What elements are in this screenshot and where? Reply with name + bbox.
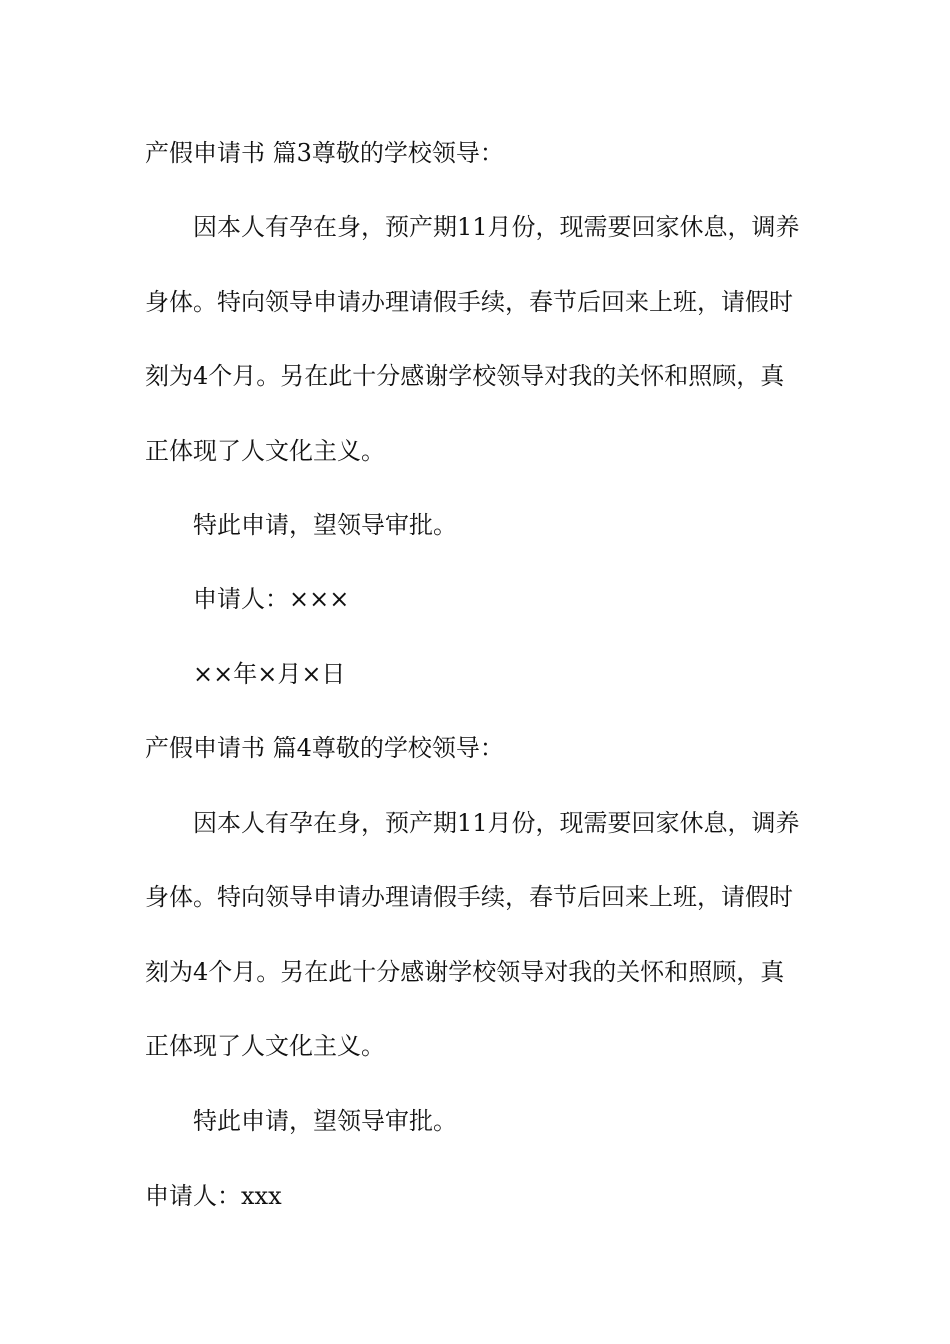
section-3-applicant: 申请人：××× (193, 585, 350, 613)
section-3-body-line-2: 身体。特向领导申请办理请假手续，春节后回来上班，请假时 (145, 288, 793, 316)
section-4-body-line-3: 刻为4个月。另在此十分感谢学校领导对我的关怀和照顾，真 (145, 958, 785, 986)
section-4-body-line-2: 身体。特向领导申请办理请假手续，春节后回来上班，请假时 (145, 883, 793, 911)
section-3-body-line-3: 刻为4个月。另在此十分感谢学校领导对我的关怀和照顾，真 (145, 362, 785, 390)
section-4-closing: 特此申请，望领导审批。 (193, 1107, 457, 1135)
section-3-closing: 特此申请，望领导审批。 (193, 511, 457, 539)
section-3-date: ××年×月×日 (193, 660, 346, 688)
section-3-body-line-1: 因本人有孕在身，预产期11月份，现需要回家休息，调养 (193, 213, 800, 241)
section-4-body-line-1: 因本人有孕在身，预产期11月份，现需要回家休息，调养 (193, 809, 800, 837)
section-3-heading: 产假申请书 篇3尊敬的学校领导： (145, 139, 504, 167)
section-4-applicant: 申请人：xxx (145, 1182, 282, 1210)
section-3-body-line-4: 正体现了人文化主义。 (145, 437, 385, 465)
section-4-body-line-4: 正体现了人文化主义。 (145, 1032, 385, 1060)
section-4-heading: 产假申请书 篇4尊敬的学校领导： (145, 734, 504, 762)
